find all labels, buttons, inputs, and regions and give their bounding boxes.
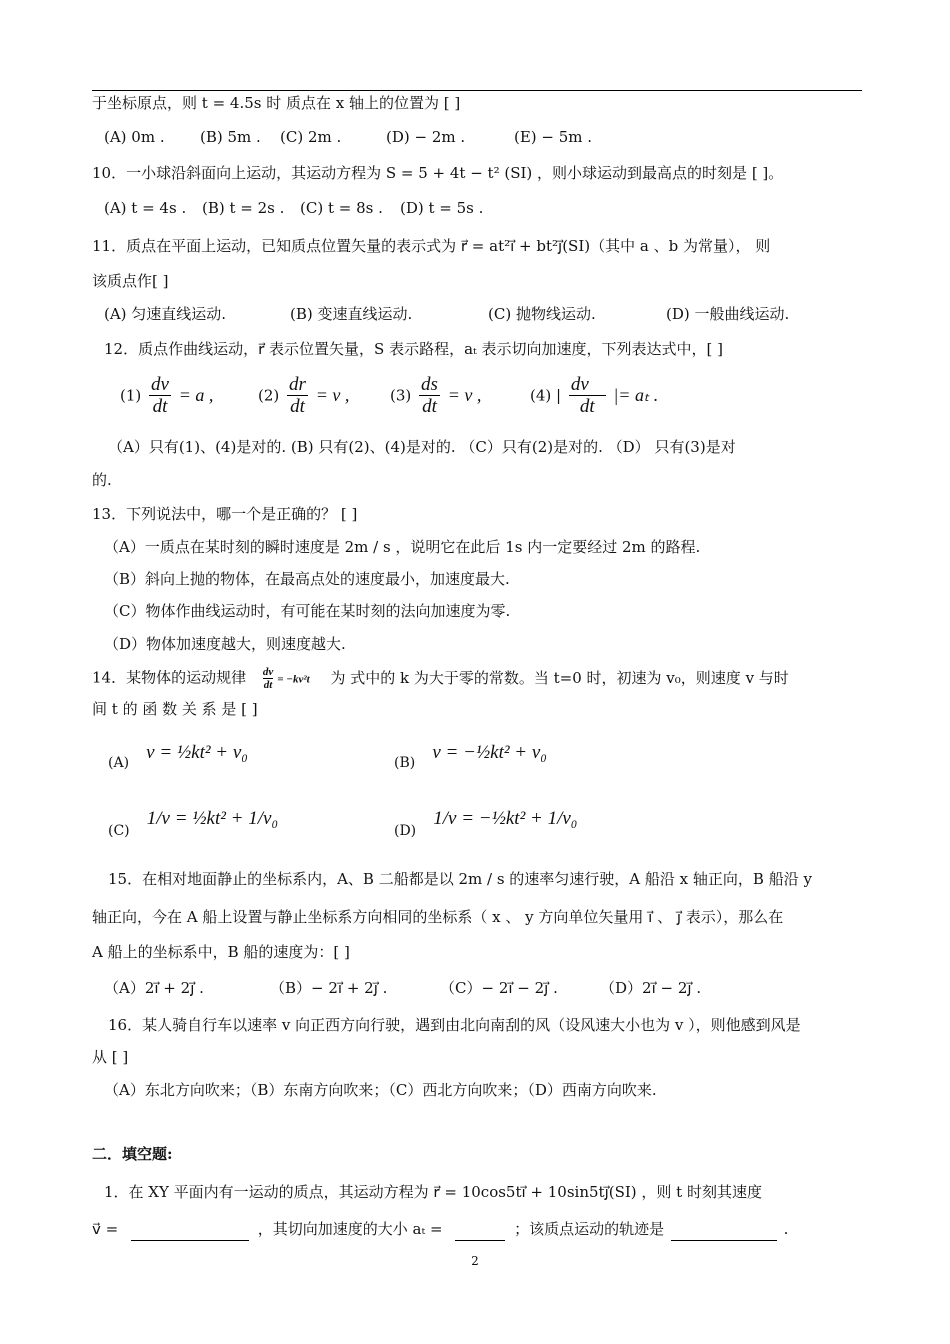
q11-stem-line2: 该质点作[ ] (92, 272, 169, 290)
q14-stem-line2: 间 t 的 函 数 关 系 是 [ ] (92, 700, 258, 718)
q14-option-d: (D) 1/v = −½kt² + 1/v₀ (394, 808, 578, 839)
velocity-blank[interactable] (131, 1218, 249, 1241)
q14-stem-line1: 14．某物体的运动规律 $\frac{dv}{dt}$ = −kv²t 为 式中的 k 为大于零的常数。当 t=0 时，初速为 v₀，则速度 v 与时 (92, 666, 789, 691)
q12-eq-3: (3) $\frac{ds}{dt}$ = v , (390, 374, 482, 417)
q15-option-a: （A）2i⃗ + 2j⃗ . (104, 979, 204, 997)
q13-option-b: （B）斜向上抛的物体，在最高点处的速度最小，加速度最大. (104, 570, 510, 588)
header-rule (92, 90, 862, 91)
q11-option-c: (C) 抛物线运动. (488, 305, 596, 323)
q12-eq-4: (4) | $\frac{dv⃗}{dt}$ |= aₜ . (530, 374, 659, 417)
q15-option-c: （C）− 2i⃗ − 2j⃗ . (440, 979, 558, 997)
q15-option-b: （B）− 2i⃗ + 2j⃗ . (270, 979, 388, 997)
q13-option-c: （C）物体作曲线运动时，有可能在某时刻的法向加速度为零. (104, 602, 511, 620)
q16-stem-line1: 16．某人骑自行车以速率 v 向正西方向行驶，遇到由北向南刮的风（设风速大小也为 v ），则他感到风是 (108, 1016, 801, 1034)
q10-stem: 10．一小球沿斜面向上运动，其运动方程为 S = 5 + 4t − t² (SI) ，则小球运动到最高点的时刻是 [ ]。 (92, 164, 784, 182)
q15-stem-line2: 轴正向，今在 A 船上设置与静止坐标系方向相同的坐标系（ x 、 y 方向单位矢量用 i⃗ 、 j⃗ 表示），那么在 (92, 908, 784, 926)
q10-option-d: (D) t = 5s . (400, 199, 484, 217)
q11-stem-line1: 11．质点在平面上运动，已知质点位置矢量的表示式为 r⃗ = at²i⃗ + bt²j⃗(SI)（其中 a 、b 为常量）， 则 (92, 237, 771, 255)
q15-option-d: （D）2i⃗ − 2j⃗ . (600, 979, 702, 997)
q13-option-a: （A）一质点在某时刻的瞬时速度是 2m / s ，说明它在此后 1s 内一定要经过 2m 的路程. (104, 538, 701, 556)
page-number: 2 (471, 1254, 479, 1268)
q11-option-d: (D) 一般曲线运动. (666, 305, 790, 323)
q12-options-line2: 的. (92, 471, 112, 489)
q15-stem-line1: 15．在相对地面静止的坐标系内，A、B 二船都是以 2m / s 的速率匀速行驶，A 船沿 x 轴正向，B 船沿 y (108, 870, 812, 888)
fill1-stem: 1．在 XY 平面内有一运动的质点，其运动方程为 r⃗ = 10cos5ti⃗ + 10sin5tj⃗(SI) ，则 t 时刻其速度 (104, 1183, 762, 1201)
q12-stem: 12．质点作曲线运动，r⃗ 表示位置矢量，S 表示路程，aₜ 表示切向加速度，下列表达式中，[ ] (104, 340, 723, 358)
q9-option-a: (A) 0m . (104, 128, 165, 146)
q9-option-d: (D) − 2m . (386, 128, 466, 146)
tangential-accel-blank[interactable] (455, 1218, 505, 1241)
q16-options: （A）东北方向吹来；（B）东南方向吹来；（C）西北方向吹来；（D）西南方向吹来. (104, 1081, 657, 1099)
q12-equations (120, 374, 740, 434)
trajectory-blank[interactable] (671, 1218, 777, 1241)
q12-eq-1: (1) $\frac{dv}{dt}$ = a , (120, 374, 214, 417)
q9-option-b: (B) 5m . (200, 128, 261, 146)
q14-option-a: (A) v = ½kt² + v₀ (108, 742, 248, 771)
q9-option-c: (C) 2m . (280, 128, 342, 146)
q9-option-e: (E) − 5m . (514, 128, 593, 146)
q16-stem-line2: 从 [ ] (92, 1048, 129, 1066)
q11-option-b: (B) 变速直线运动. (290, 305, 413, 323)
q13-stem: 13．下列说法中，哪一个是正确的？ [ ] (92, 505, 358, 523)
q10-option-c: (C) t = 8s . (300, 199, 383, 217)
q10-option-b: (B) t = 2s . (202, 199, 285, 217)
q13-option-d: （D）物体加速度越大，则速度越大. (104, 635, 346, 653)
q11-option-a: (A) 匀速直线运动. (104, 305, 227, 323)
q10-option-a: (A) t = 4s . (104, 199, 187, 217)
q9-continuation: 于坐标原点，则 t = 4.5s 时 质点在 x 轴上的位置为 [ ] (92, 94, 461, 112)
q12-eq-2: (2) $\frac{dr}{dt}$ = v , (258, 374, 350, 417)
section-title-fill-in: 二．填空题: (92, 1145, 173, 1163)
q15-stem-line3: A 船上的坐标系中，B 船的速度为：[ ] (92, 943, 350, 961)
q14-equation: $\frac{dv}{dt}$ (262, 666, 274, 691)
q14-option-b: (B) v = −½kt² + v₀ (394, 742, 547, 771)
fill1-blanks: v⃗ = ，其切向加速度的大小 aₜ = ；该质点运动的轨迹是 . (92, 1218, 862, 1241)
q12-options-line1: （A）只有(1)、(4)是对的. (B) 只有(2)、(4)是对的. （C）只有(2)是对的. （D） 只有(3)是对 (108, 438, 736, 456)
q14-option-c: (C) 1/v = ½kt² + 1/v₀ (108, 808, 279, 839)
